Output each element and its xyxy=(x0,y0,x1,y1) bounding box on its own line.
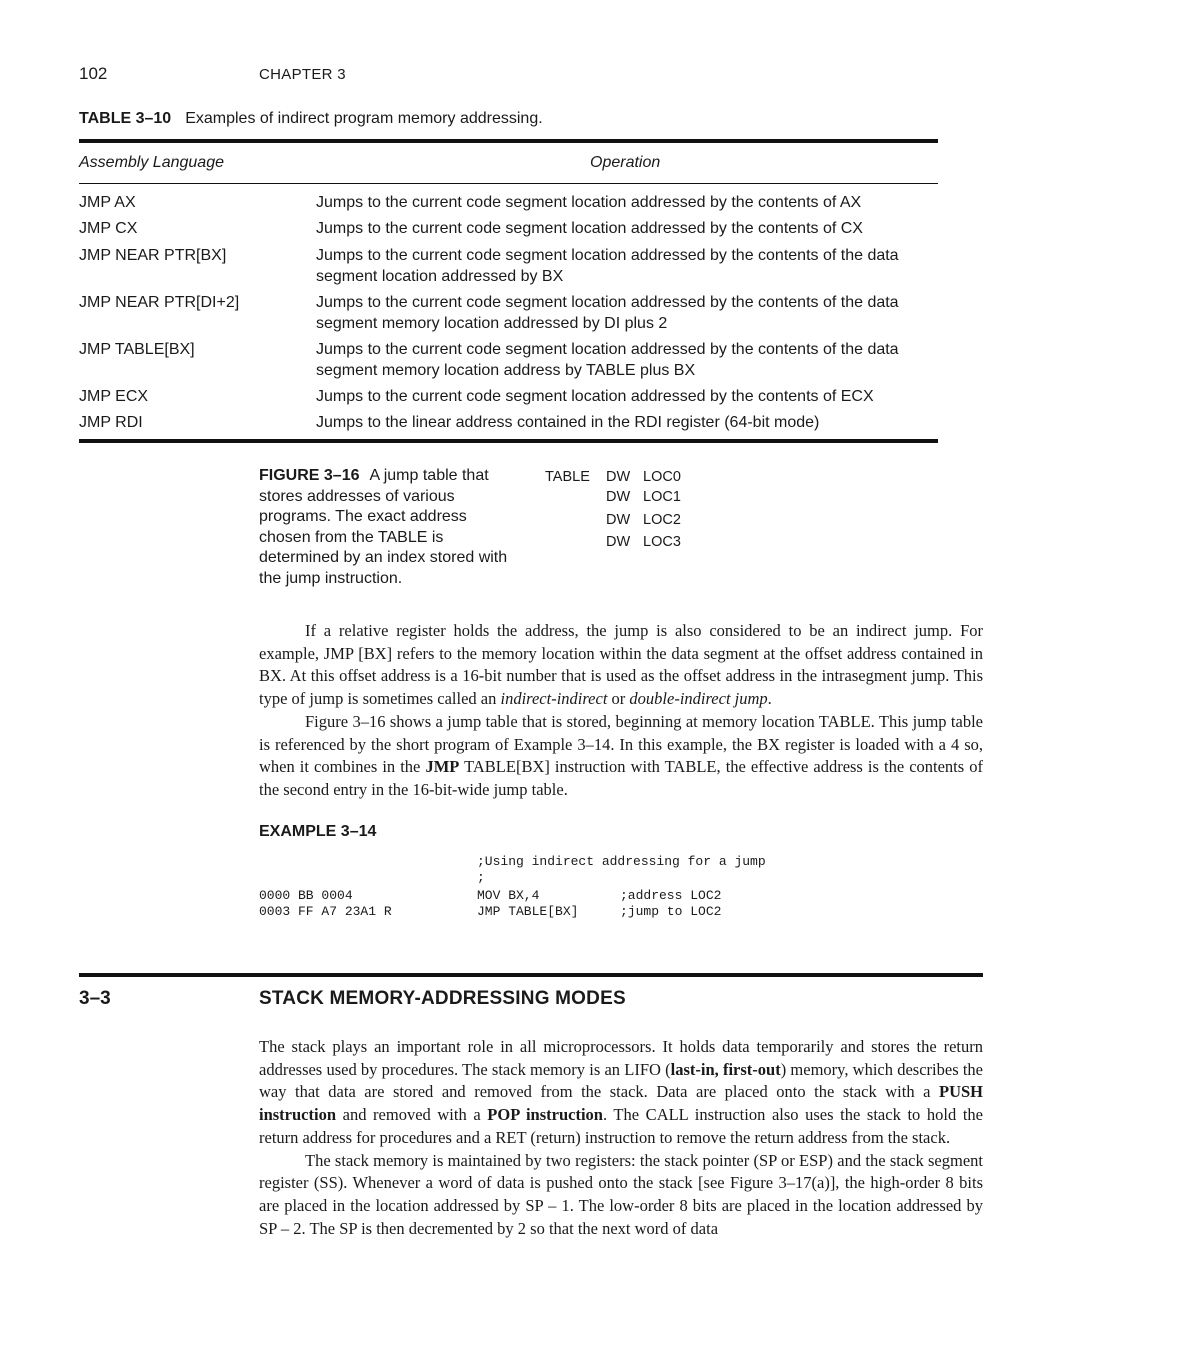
code-machine: 0000 BB 0004 xyxy=(259,888,353,903)
jump-table-directive: DW xyxy=(606,534,631,550)
table-cell-operation: Jumps to the current code segment location addressed by the contents of the data segment location addressed by BX xyxy=(316,247,899,285)
table-caption xyxy=(79,110,543,128)
column-header-operation: Operation xyxy=(590,154,661,171)
figure-caption xyxy=(259,466,509,589)
jump-table-directive: DW xyxy=(606,469,631,485)
table-cell-operation: Jumps to the current code segment location addressed by the contents of AX xyxy=(316,194,862,211)
table-label: TABLE 3–10 xyxy=(79,110,172,127)
table-cell-instruction: JMP NEAR PTR[DI+2] xyxy=(79,294,240,311)
body-text xyxy=(259,620,983,802)
column-header-assembly: Assembly Language xyxy=(79,154,224,171)
chapter-label: CHAPTER 3 xyxy=(259,66,346,83)
table-cell-instruction: JMP AX xyxy=(79,194,136,211)
example-title: EXAMPLE 3–14 xyxy=(259,823,377,840)
table-cell-operation: Jumps to the current code segment location addressed by the contents of CX xyxy=(316,220,863,237)
section-rule xyxy=(79,973,983,977)
table-cell-instruction: JMP NEAR PTR[BX] xyxy=(79,247,227,264)
table-cell-instruction: JMP TABLE[BX] xyxy=(79,341,195,358)
section-number: 3–3 xyxy=(79,988,111,1009)
table-caption-text: Examples of indirect program memory addressing. xyxy=(185,110,543,127)
table-header-rule xyxy=(79,183,938,184)
code-comment: ; xyxy=(477,870,485,885)
code-comment: ;jump to LOC2 xyxy=(620,904,722,919)
code-comment: ;Using indirect addressing for a jump xyxy=(477,854,766,869)
table-cell-instruction: JMP ECX xyxy=(79,388,149,405)
section-body-text xyxy=(259,1036,983,1240)
table-cell-operation: Jumps to the current code segment location addressed by the contents of ECX xyxy=(316,388,874,405)
table-bottom-rule xyxy=(79,439,938,443)
jump-table-operand: LOC2 xyxy=(643,512,681,528)
code-source: MOV BX,4 xyxy=(477,888,540,903)
table-cell-operation: Jumps to the linear address contained in the RDI register (64-bit mode) xyxy=(316,414,820,431)
jump-table-operand: LOC3 xyxy=(643,534,681,550)
table-cell-operation: Jumps to the current code segment location addressed by the contents of the data segment memory location addressed by DI plus 2 xyxy=(316,294,899,332)
code-comment: ;address LOC2 xyxy=(620,888,722,903)
table-top-rule xyxy=(79,139,938,143)
page-number: 102 xyxy=(79,64,108,83)
jump-table-directive: DW xyxy=(606,512,631,528)
section-title: STACK MEMORY-ADDRESSING MODES xyxy=(259,988,626,1009)
figure-label: FIGURE 3–16 xyxy=(259,467,360,484)
code-source: JMP TABLE[BX] xyxy=(477,904,579,919)
jump-table-operand: LOC1 xyxy=(643,489,681,505)
jump-table-name: TABLE xyxy=(545,469,590,485)
figure-caption-text: A jump table that stores addresses of various programs. The exact address chosen from the TABLE is determined by an index stored with the jump instruction. xyxy=(259,467,508,587)
table-cell-instruction: JMP CX xyxy=(79,220,138,237)
jump-table-operand: LOC0 xyxy=(643,469,681,485)
table-cell-operation: Jumps to the current code segment location addressed by the contents of the data segment memory location address by TABLE plus BX xyxy=(316,341,899,379)
paragraph: The stack memory is maintained by two registers: the stack pointer (SP or ESP) and the stack segment register (SS). Whenever a word of data is pushed onto the stack [see Figure 3–17(a)], the high-order 8 bits are placed in the location addressed by SP – 1. The low-order 8 bits are placed in the location addressed by SP – 2. The SP is then decremented by 2 so that the next word of data xyxy=(259,1150,983,1238)
code-machine: 0003 FF A7 23A1 R xyxy=(259,904,392,919)
paragraph: Figure 3–16 shows a jump table that is stored, beginning at memory location TABLE. This jump table is referenced by the short program of Example 3–14. In this example, the BX register is loaded with a 4 so, when it combines in the JMP TABLE[BX] instruction with TABLE, the effective address is the contents of the second entry in the 16-bit-wide jump table. xyxy=(259,711,983,799)
paragraph: The stack plays an important role in all microprocessors. It holds data temporarily and stores the return addresses used by procedures. The stack memory is an LIFO (last-in, first-out) memory, which describes the way that data are stored and removed from the stack. Data are placed onto the stack with a PUSH instruction and removed with a POP instruction. The CALL instruction also uses the stack to hold the return address for procedures and a RET (return) instruction to remove the return address from the stack. xyxy=(259,1037,983,1147)
paragraph: If a relative register holds the address, the jump is also considered to be an indirect jump. For example, JMP [BX] refers to the memory location within the data segment at the offset address contained in BX. At this offset address is a 16-bit number that is used as the offset address in the intrasegment jump. This type of jump is sometimes called an indirect-indirect or double-indirect jump. xyxy=(259,621,983,709)
jump-table-directive: DW xyxy=(606,489,631,505)
table-cell-instruction: JMP RDI xyxy=(79,414,143,431)
